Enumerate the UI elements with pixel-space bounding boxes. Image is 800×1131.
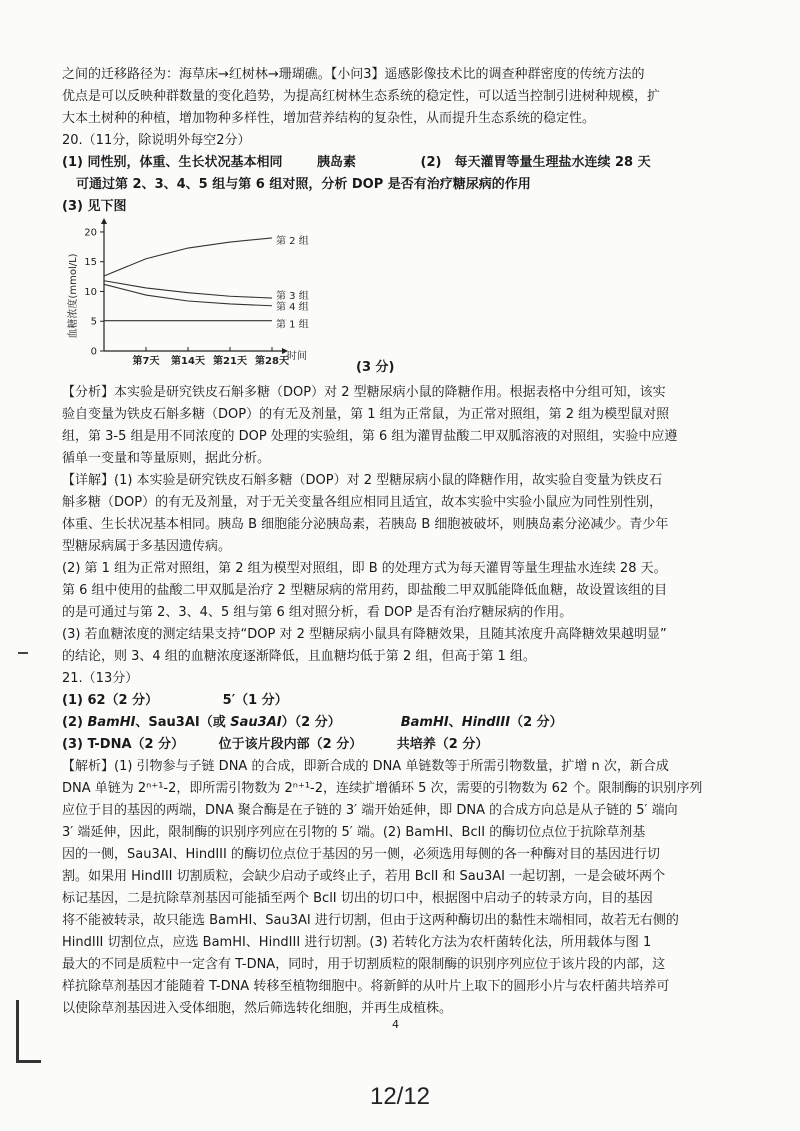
q20-answer-4: (3) 见下图 — [62, 199, 127, 214]
enzyme-name: BamHI — [87, 715, 136, 730]
y-tick-label: 0 — [90, 346, 97, 358]
analysis-line: (2) 第 1 组为正常对照组，第 2 组为模型对照组，即 B 的处理方式为每天灌胃等量生理盐水连续 28 天。 — [62, 561, 667, 576]
intro-line: 大本土树种的种植，增加物种多样性，增加营养结构的复杂性，从而提升生态系统的稳定性。 — [62, 111, 596, 126]
q21-answer-1 — [62, 690, 722, 712]
analysis-line: 【分析】本实验是研究铁皮石斛多糖（DOP）对 2 型糖尿病小鼠的降糖作用。根据表格中分组可知，该实 — [62, 385, 666, 400]
chart-x-axis-label: 时间 — [287, 351, 307, 362]
q21-answer-2-score-2: （2 分） — [510, 715, 563, 730]
q20-answer-1 — [62, 152, 722, 174]
q21-answer-2-text: 、Sau3AI（或 — [135, 715, 231, 730]
q20-header: 20.（11分，除说明外每空2分） — [62, 133, 251, 148]
series-label: 第 1 组 — [276, 319, 309, 331]
q21-answer-2-score: ）（2 分） — [281, 715, 341, 730]
q20-answer-3: 可通过第 2、3、4、5 组与第 6 组对照，分析 DOP 是否有治疗糖尿病的作用 — [76, 177, 531, 192]
chart-series-labels — [276, 234, 309, 331]
analysis-line: (3) 若血糖浓度的测定结果支持“DOP 对 2 型糖尿病小鼠具有降糖效果，且随其浓度升高降糖效果越明显” — [62, 627, 667, 642]
question-20-analysis — [62, 382, 722, 668]
q21-answer-2-separator: 、 — [448, 715, 462, 730]
analysis-line: HindIII 切割位点，应选 BamHI、HindIII 进行切割。(3) 若转化方法为农杆菌转化法，所用载体与图 1 — [62, 935, 652, 950]
analysis-line: 以使除草剂基因进入受体细胞，然后筛选转化细胞，并再生成植株。 — [62, 1001, 453, 1016]
q21-answer-1-end: 5′（1 分） — [222, 693, 288, 708]
q21-answer-3 — [62, 734, 722, 756]
x-tick-label: 第21天 — [213, 356, 247, 367]
analysis-line: 验自变量为铁皮石斛多糖（DOP）的有无及剂量，第 1 组为正常鼠，为正常对照组，第 2 组为模型鼠对照 — [62, 407, 670, 422]
analysis-line: 型糖尿病属于多基因遗传病。 — [62, 539, 232, 554]
question-21-analysis — [62, 756, 722, 1020]
analysis-line: 最大的不同是质粒中一定含有 T-DNA，同时，用于切割质粒的限制酶的识别序列应位于该片段的内部，这 — [62, 957, 666, 972]
series-line — [104, 284, 272, 305]
chart-axes — [101, 218, 288, 354]
y-tick-label: 5 — [90, 316, 97, 328]
page-count: 12/12 — [369, 1083, 431, 1110]
q21-answer-2-prefix: (2) — [62, 715, 88, 730]
analysis-line: 斛多糖（DOP）的有无及剂量，对于无关变量各组应相同且适宜，故本实验中实验小鼠应为同性别性别， — [62, 495, 663, 510]
analysis-line: DNA 单链为 2ⁿ⁺¹-2，即所需引物数为 2ⁿ⁺¹-2，连续扩增循环 5 次，需要的引物数为 62 个。限制酶的识别序列 — [62, 781, 703, 796]
analysis-line: 组，第 3-5 组是用不同浓度的 DOP 处理的实验组，第 6 组为灌胃盐酸二甲双胍溶液的对照组，实验中应遵 — [62, 429, 678, 444]
series-line — [104, 281, 272, 298]
chart-score: (3 分) — [356, 360, 395, 375]
analysis-line: 第 6 组中使用的盐酸二甲双胍是治疗 2 型糖尿病的常用药，即盐酸二甲双胍能降低血糖，故设置该组的目 — [62, 583, 668, 598]
analysis-line: 因的一侧，Sau3AI、HindIII 的酶切位点位于基因的另一侧，必须选用每侧的各一种酶对目的基因进行切 — [62, 847, 660, 862]
intro-paragraph — [62, 64, 722, 130]
analysis-line: 的结论，则 3、4 组的血糖浓度逐渐降低，且血糖均低于第 2 组，但高于第 1 组。 — [62, 649, 536, 664]
analysis-line: 割。如果用 HindIII 切割质粒，会缺少启动子或终止子，若用 BclI 和 Sau3AI 一起切割，一是会破坏两个 — [62, 869, 666, 884]
intro-line: 之间的迁移路径为：海草床→红树林→珊瑚礁。【小问3】遥感影像技术比的调查种群密度的传统方法的 — [62, 67, 645, 82]
question-21-answers — [62, 668, 722, 756]
q21-answer-3-location: 位于该片段内部（2 分） — [218, 737, 363, 752]
intro-line: 优点是可以反映种群数量的变化趋势，为提高红树林生态系统的稳定性，可以适当控制引进树种规模，扩 — [62, 89, 661, 104]
analysis-line: 将不能被转录，故只能选 BamHI、Sau3AI 进行切割，但由于这两种酶切出的黏性末端相同，故若无右侧的 — [62, 913, 679, 928]
page-number: 4 — [392, 1018, 399, 1031]
x-tick-label: 第7天 — [132, 356, 160, 367]
scan-corner-mark — [16, 1000, 41, 1063]
analysis-line: 标记基因，二是抗除草剂基因可能插至两个 BclI 切出的切口中，根据图中启动子的转录方向，目的基因 — [62, 891, 653, 906]
analysis-line: 3′ 端延伸，因此，限制酶的识别序列应在引物的 5′ 端。(2) BamHI、BclI 的酶切位点位于抗除草剂基 — [62, 825, 646, 840]
analysis-line: 【详解】(1) 本实验是研究铁皮石斛多糖（DOP）对 2 型糖尿病小鼠的降糖作用，故实验自变量为铁皮石 — [62, 473, 663, 488]
q21-answer-1-text: (1) 62（2 分） — [62, 693, 159, 708]
q20-answer-1-text: (1) 同性别，体重、生长状况基本相同 — [62, 155, 283, 170]
analysis-line: 循单一变量和等量原则，据此分析。 — [62, 451, 271, 466]
enzyme-name: Sau3AI — [230, 715, 282, 730]
blood-glucose-line-chart — [60, 218, 360, 378]
question-20-answers — [62, 130, 722, 218]
scan-artifact-mark — [18, 652, 28, 654]
series-label: 第 4 组 — [276, 301, 309, 313]
y-tick-label: 10 — [84, 286, 97, 298]
series-label: 第 2 组 — [276, 235, 309, 247]
chart-y-axis-label: 血糖浓度(mmol/L) — [68, 253, 79, 339]
analysis-line: 样抗除草剂基因才能随着 T-DNA 转移至植物细胞中。将新鲜的从叶片上取下的圆形小片与农杆菌共培养可 — [62, 979, 670, 994]
enzyme-name: HindIII — [461, 715, 511, 730]
analysis-line: 【解析】(1) 引物参与子链 DNA 的合成，即新合成的 DNA 单链数等于所需引物数量，扩增 n 次，新合成 — [62, 759, 669, 774]
chart-x-ticks — [133, 347, 289, 367]
q20-answer-1-hormone: 胰岛素 — [317, 155, 357, 170]
x-tick-label: 第28天 — [255, 356, 289, 367]
analysis-line: 应位于目的基因的两端，DNA 聚合酶是在子链的 3′ 端开始延伸，即 DNA 的合成方向总是从子链的 5′ 端向 — [62, 803, 678, 818]
chart-y-ticks — [84, 227, 104, 357]
q20-answer-2-text: (2) 每天灌胃等量生理盐水连续 28 天 — [420, 155, 651, 170]
analysis-line: 体重、生长状况基本相同。胰岛 B 细胞能分泌胰岛素，若胰岛 B 细胞被破坏，则胰岛素分泌减少。青少年 — [62, 517, 669, 532]
chart-series-lines — [104, 238, 272, 321]
enzyme-name: BamHI — [400, 715, 449, 730]
q21-answer-3-text: (3) T-DNA（2 分） — [62, 737, 185, 752]
y-axis-arrow — [101, 218, 107, 224]
q21-answer-3-method: 共培养（2 分） — [396, 737, 489, 752]
analysis-line: 的是可通过与第 2、3、4、5 组与第 6 组对照分析，看 DOP 是否有治疗糖尿病的作用。 — [62, 605, 573, 620]
y-tick-label: 20 — [84, 227, 97, 239]
q21-header: 21.（13分） — [62, 671, 139, 686]
y-tick-label: 15 — [84, 257, 97, 269]
x-tick-label: 第14天 — [171, 356, 205, 367]
series-line — [104, 238, 272, 276]
series-label: 第 3 组 — [276, 291, 309, 303]
q21-answer-2 — [62, 712, 722, 734]
